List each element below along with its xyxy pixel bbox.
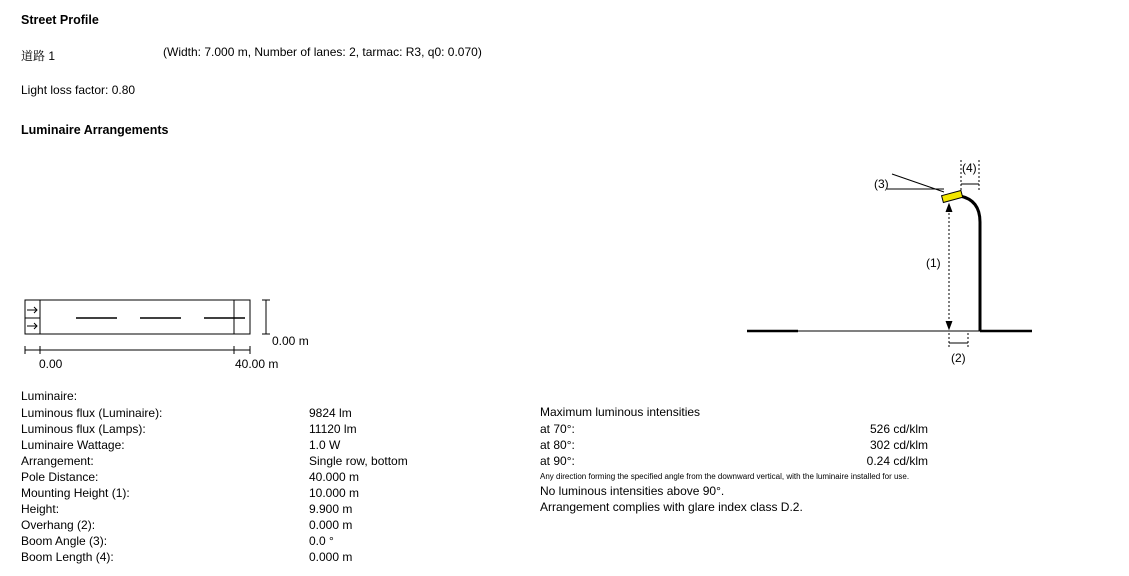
luminaire-row-label: Mounting Height (1): (21, 486, 130, 500)
intensity-angle: at 70°: (540, 422, 575, 436)
luminaire-row-label: Height: (21, 502, 60, 516)
luminaire-row-value: Single row, bottom (309, 454, 408, 468)
intensities-title: Maximum luminous intensities (540, 405, 701, 419)
luminaire-row-label: Overhang (2): (21, 518, 96, 532)
light-loss-factor: Light loss factor: 0.80 (21, 83, 136, 97)
boom-angle-label: (3) (874, 177, 889, 191)
luminaire-row-value: 9.900 m (309, 502, 353, 516)
luminaire-table-row (21, 421, 441, 437)
luminaire-row-value: 9824 lm (309, 406, 352, 420)
luminaire-row-label: Luminous flux (Luminaire): (21, 406, 163, 420)
luminaire-table-title: Luminaire: (21, 389, 78, 403)
luminaire-row-value: 0.000 m (309, 550, 353, 564)
road-details: (Width: 7.000 m, Number of lanes: 2, tarmac: R3, q0: 0.070) (163, 45, 482, 59)
mounting-height-label: (1) (926, 256, 941, 270)
intensities-note-1: No luminous intensities above 90°. (540, 484, 725, 498)
mounting-height-arrow-bottom (946, 321, 952, 329)
luminaire-table-row (21, 517, 441, 533)
luminaire-row-value: 0.000 m (309, 518, 353, 532)
luminaire-row-label: Luminous flux (Lamps): (21, 422, 146, 436)
luminaire-row-value: 0.0 ° (309, 534, 334, 548)
luminaire-row-label: Boom Length (4): (21, 550, 114, 564)
intensity-value: 302 cd/klm (869, 438, 928, 452)
overhang-label: (2) (951, 351, 966, 365)
intensity-row (540, 453, 928, 469)
luminaire-arrangements-heading: Luminaire Arrangements (21, 123, 169, 137)
luminaire-row-label: Luminaire Wattage: (21, 438, 125, 452)
luminaire-row-value: 10.000 m (309, 486, 360, 500)
luminaire-row-value: 40.000 m (309, 470, 360, 484)
luminaire-head (942, 191, 963, 203)
luminaire-table-row (21, 469, 441, 485)
luminaire-table-row (21, 437, 441, 453)
luminaire-row-value: 11120 lm (309, 422, 357, 436)
intensity-value: 0.24 cd/klm (866, 454, 928, 468)
luminaire-row-value: 1.0 W (309, 438, 341, 452)
intensities-footnote: Any direction forming the specified angle from the downward vertical, with the luminaire installed for use. (540, 472, 910, 481)
luminaire-table-row (21, 549, 441, 565)
intensity-row (540, 421, 928, 437)
mounting-height-arrow-top (946, 204, 952, 212)
intensity-angle: at 90°: (540, 454, 575, 468)
luminaire-table-row (21, 501, 441, 517)
boom-length-label: (4) (962, 161, 977, 175)
length-start-label: 0.00 (39, 357, 63, 371)
luminaire-row-label: Pole Distance: (21, 470, 99, 484)
road-width-label: 0.00 m (272, 334, 309, 348)
luminaire-row-label: Arrangement: (21, 454, 94, 468)
intensities-note-2: Arrangement complies with glare index class D.2. (540, 500, 803, 514)
luminaire-table-row (21, 453, 441, 469)
intensity-value: 526 cd/klm (869, 422, 928, 436)
intensity-angle: at 80°: (540, 438, 575, 452)
pole-shaft (960, 196, 980, 331)
road-name: 道路 1 (21, 49, 56, 63)
luminaire-table-row (21, 485, 441, 501)
length-end-label: 40.00 m (235, 357, 279, 371)
luminaire-table-row (21, 405, 441, 421)
intensities-table (540, 421, 940, 469)
luminaire-table (21, 405, 441, 570)
luminaire-table-row (21, 533, 441, 549)
luminaire-row-label: Boom Angle (3): (21, 534, 108, 548)
intensity-row (540, 437, 928, 453)
street-profile-heading: Street Profile (21, 13, 99, 27)
